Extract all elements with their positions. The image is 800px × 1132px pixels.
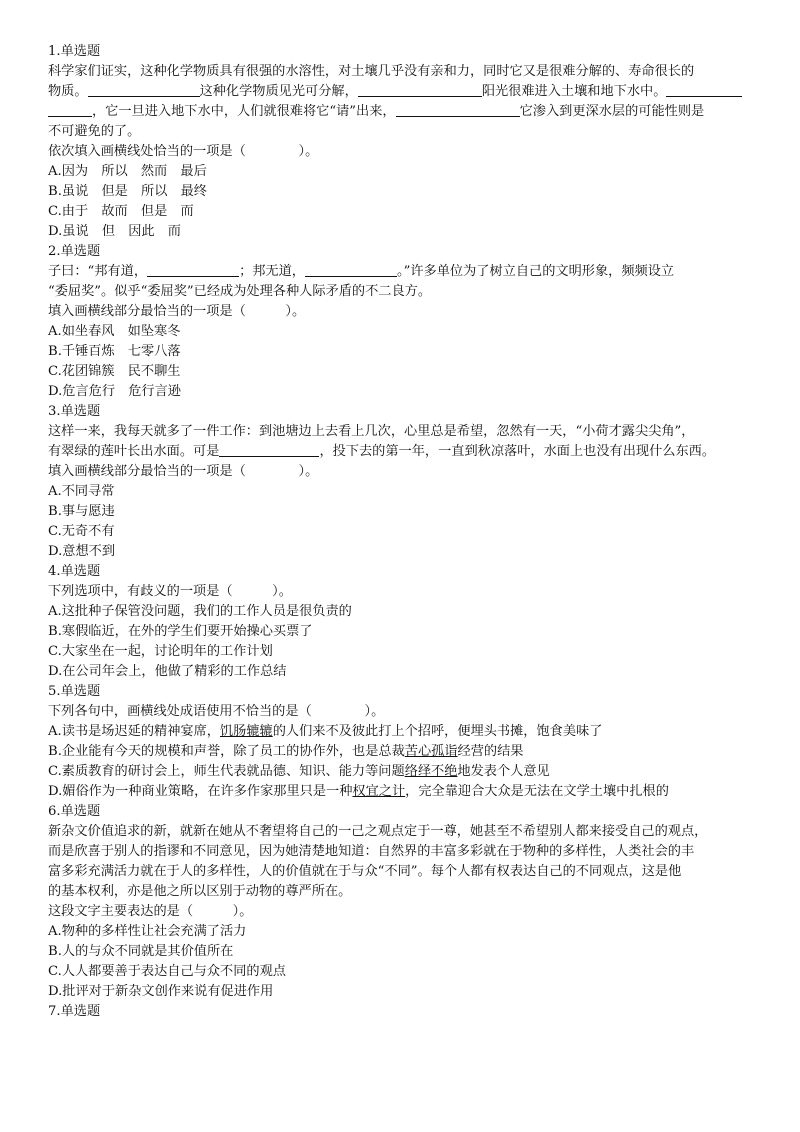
question-2: [48, 242, 756, 402]
question-stem: [48, 262, 756, 282]
option-a[interactable]: A.这批种子保管没问题，我们的工作人员是很负责的: [48, 604, 352, 619]
stem-text: 子曰：“邦有道，: [48, 264, 148, 279]
question-prompt: 依次填入画横线处恰当的一项是（ ）。: [48, 144, 319, 159]
option-d[interactable]: [48, 782, 756, 802]
option-d[interactable]: D.意想不到: [48, 544, 116, 559]
fill-blank: [88, 82, 200, 97]
option-a[interactable]: [48, 722, 756, 742]
option-b[interactable]: [48, 742, 756, 762]
option-b[interactable]: B.事与愿违: [48, 504, 115, 519]
option-text: 地发表个人意见: [457, 764, 550, 779]
question-stem: 这样一来，我每天就多了一件工作：到池塘边上去看上几次，心里总是希望，忽然有一天，“小荷才露尖尖角”，: [48, 424, 695, 439]
fill-blank: [358, 82, 482, 97]
question-prompt: 下列选项中，有歧义的一项是（ ）。: [48, 584, 292, 599]
fill-blank: [48, 102, 92, 117]
option-c[interactable]: C.由于 故而 但是 而: [48, 204, 194, 219]
fill-blank: [666, 82, 742, 97]
question-prompt: 填入画横线部分最恰当的一项是（ ）。: [48, 464, 319, 479]
question-6: [48, 802, 756, 1002]
stem-text: 。”许多单位为了树立自己的文明形象，频频设立: [397, 264, 675, 279]
fill-blank: [219, 442, 319, 457]
option-a[interactable]: A.如坐春风 如坠寒冬: [48, 324, 181, 339]
question-heading: 5.单选题: [48, 684, 101, 699]
option-d[interactable]: D.危言危行 危行言逊: [48, 384, 181, 399]
question-prompt: 填入画横线部分最恰当的一项是（ ）。: [48, 304, 306, 319]
question-stem: 新杂文价值追求的新，就新在她从不奢望将自己的一己之观点定于一尊，她甚至不希望别人都来接受自己的观点，: [48, 824, 708, 839]
question-5: [48, 682, 756, 802]
option-a[interactable]: A.因为 所以 然而 最后: [48, 164, 207, 179]
option-b[interactable]: B.千锤百炼 七零八落: [48, 344, 181, 359]
underlined-idiom: 络绎不绝: [404, 764, 458, 779]
stem-text: 它渗入到更深水层的可能性则是: [519, 104, 705, 119]
question-prompt: 这段文字主要表达的是（ ）。: [48, 904, 253, 919]
option-text: C.素质教育的研讨会上，师生代表就品德、知识、能力等问题: [48, 764, 405, 779]
question-stem: [48, 82, 756, 102]
question-stem: [48, 102, 756, 122]
option-c[interactable]: C.无奇不有: [48, 524, 115, 539]
question-3: [48, 402, 756, 562]
question-stem: 的基本权利，亦是他之所以区别于动物的尊严所在。: [48, 884, 352, 899]
option-b[interactable]: B.人的与众不同就是其价值所在: [48, 944, 234, 959]
underlined-idiom: 苦心孤诣: [404, 744, 458, 759]
question-heading: 2.单选题: [48, 244, 101, 259]
option-c[interactable]: C.人人都要善于表达自己与众不同的观点: [48, 964, 286, 979]
option-c[interactable]: C.花团锦簇 民不聊生: [48, 364, 181, 379]
question-heading: 3.单选题: [48, 404, 101, 419]
option-a[interactable]: A.不同寻常: [48, 484, 115, 499]
question-stem: “委屈奖”。似乎“委屈奖”已经成为处理各种人际矛盾的不二良方。: [48, 284, 432, 299]
underlined-idiom: 饥肠辘辘: [219, 724, 273, 739]
option-text: A.读书是场迟延的精神宴席，: [48, 724, 220, 739]
stem-text: 有翠绿的莲叶长出水面。可是: [48, 444, 220, 459]
question-4: [48, 562, 756, 682]
stem-text: 物质。: [48, 84, 88, 99]
option-text: D.媚俗作为一种商业策略，在许多作家那里只是一种: [48, 784, 353, 799]
question-stem: 不可避免的了。: [48, 124, 141, 139]
stem-text: ，它一旦进入地下水中，人们就很难将它“请”出来，: [92, 104, 396, 119]
fill-blank: [305, 262, 397, 277]
option-text: ，完全靠迎合大众是无法在文学土壤中扎根的: [405, 784, 669, 799]
stem-text: ，投下去的第一年，一直到秋凉落叶，水面上也没有出现什么东西。: [319, 444, 716, 459]
question-7: [48, 1002, 756, 1022]
stem-text: 这种化学物质见光可分解，: [199, 84, 358, 99]
option-a[interactable]: A.物种的多样性让社会充满了活力: [48, 924, 247, 939]
option-text: B.企业能有今天的规模和声誉，除了员工的协作外，也是总裁: [48, 744, 405, 759]
option-b[interactable]: B.寒假临近，在外的学生们要开始操心买票了: [48, 624, 313, 639]
option-c[interactable]: [48, 762, 756, 782]
question-stem: 科学家们证实，这种化学物质具有很强的水溶性，对土壤几乎没有亲和力，同时它又是很难分解的、寿命很长的: [48, 64, 695, 79]
option-c[interactable]: C.大家坐在一起，讨论明年的工作计划: [48, 644, 273, 659]
option-b[interactable]: B.虽说 但是 所以 最终: [48, 184, 207, 199]
question-stem: [48, 442, 756, 462]
question-1: [48, 42, 756, 242]
stem-text: 阳光很难进入土壤和地下水中。: [481, 84, 667, 99]
option-d[interactable]: D.批评对于新杂文创作来说有促进作用: [48, 984, 274, 999]
stem-text: ；邦无道，: [239, 264, 305, 279]
option-d[interactable]: D.在公司年会上，他做了精彩的工作总结: [48, 664, 287, 679]
question-heading: 1.单选题: [48, 44, 101, 59]
option-text: 的人们来不及彼此打上个招呼，便埋头书摊，饱食美味了: [272, 724, 603, 739]
question-heading: 7.单选题: [48, 1004, 101, 1019]
option-d[interactable]: D.虽说 但 因此 而: [48, 224, 181, 239]
underlined-idiom: 权宜之计: [352, 784, 406, 799]
fill-blank: [396, 102, 520, 117]
fill-blank: [147, 262, 239, 277]
question-stem: 而是欣喜于别人的指谬和不同意见，因为她清楚地知道：自然界的丰富多彩就在于物种的多样性，人类社会的丰: [48, 844, 695, 859]
question-heading: 4.单选题: [48, 564, 101, 579]
question-stem: 富多彩充满活力就在于人的多样性，人的价值就在于与众“不同”。每个人都有权表达自己的不同观点，这是他: [48, 864, 682, 879]
question-prompt: 下列各句中，画横线处成语使用不恰当的是（ ）。: [48, 704, 385, 719]
option-text: 经营的结果: [457, 744, 524, 759]
question-heading: 6.单选题: [48, 804, 101, 819]
